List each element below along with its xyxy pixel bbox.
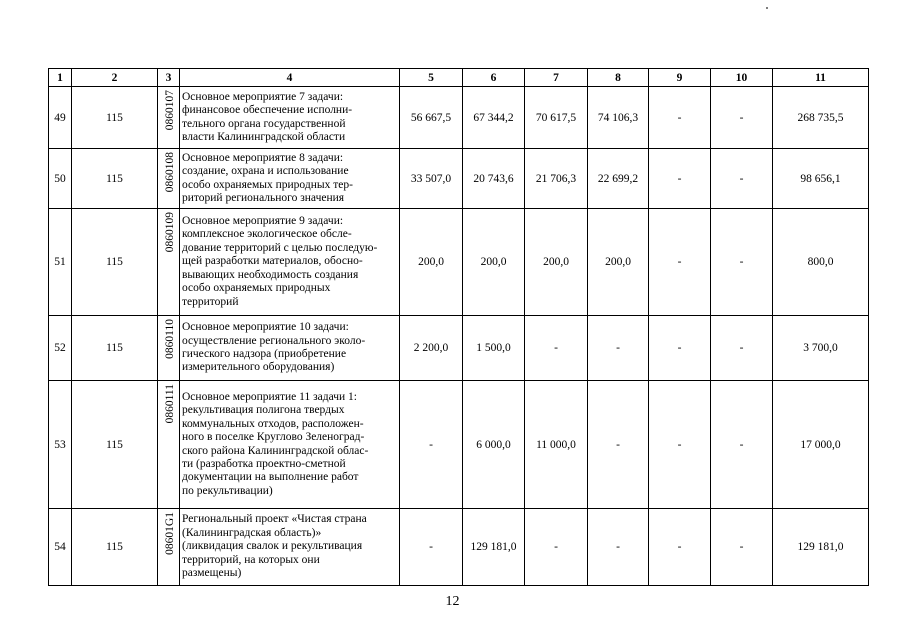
year-value: 74 106,3 (588, 87, 649, 149)
column-header: 7 (525, 69, 588, 87)
description-line: вывающих необходимость создания (182, 268, 359, 281)
classification-code: 0860107 (163, 90, 176, 131)
description-line: (ликвидация свалок и рекультивация (182, 540, 363, 553)
classification-code: 0860111 (163, 384, 176, 424)
description-line: ского района Калининградской облас- (182, 444, 369, 457)
row-number: 51 (49, 209, 72, 316)
year-value: - (711, 209, 773, 316)
row-number: 49 (49, 87, 72, 149)
classification-code: 0860110 (163, 319, 176, 359)
year-value: - (711, 316, 773, 381)
description-line: Основное мероприятие 9 задачи: (182, 215, 344, 228)
year-value: 21 706,3 (525, 149, 588, 209)
description-line: тельного органа государственной (182, 117, 346, 130)
budget-code: 115 (72, 87, 158, 149)
year-value: - (649, 87, 711, 149)
column-header: 1 (49, 69, 72, 87)
year-value: 70 617,5 (525, 87, 588, 149)
description-line: комплексное экологическое обсле- (182, 228, 352, 241)
header-row (49, 69, 869, 87)
budget-code: 115 (72, 316, 158, 381)
year-value: - (588, 509, 649, 586)
description-line: финансовое обеспечение исполни- (182, 104, 353, 117)
description-line: Основное мероприятие 11 задачи 1: (182, 390, 358, 403)
activity-description (180, 149, 400, 209)
total-value: 17 000,0 (773, 381, 869, 509)
classification-code-cell (158, 509, 180, 586)
description-line: создание, охрана и использование (182, 165, 349, 178)
column-header: 6 (463, 69, 525, 87)
total-value: 800,0 (773, 209, 869, 316)
year-value: - (400, 381, 463, 509)
description-line: гического надзора (приобретение (182, 348, 347, 360)
description-line: измерительного оборудования) (182, 361, 335, 374)
year-value: 200,0 (588, 209, 649, 316)
year-value: 67 344,2 (463, 87, 525, 149)
description-line: документации на выполнение работ (182, 471, 359, 484)
year-value: - (400, 509, 463, 586)
description-line: Основное мероприятие 10 задачи: (182, 321, 349, 334)
description-line: власти Калининградской области (182, 130, 346, 143)
description-line: территорий, на которых они (182, 553, 320, 566)
description-line: территорий (182, 295, 239, 308)
year-value: 1 500,0 (463, 316, 525, 381)
budget-code: 115 (72, 509, 158, 586)
year-value: - (649, 509, 711, 586)
description-line: щей разработки материалов, обосно- (182, 255, 363, 268)
page-mark (766, 7, 768, 9)
year-value: - (649, 149, 711, 209)
year-value: - (711, 381, 773, 509)
row-number: 54 (49, 509, 72, 586)
description-line: коммунальных отходов, расположен- (182, 417, 364, 430)
total-value: 98 656,1 (773, 149, 869, 209)
year-value: - (649, 316, 711, 381)
activity-description (180, 316, 400, 381)
activity-description (180, 509, 400, 586)
table-row (49, 87, 869, 149)
column-header: 11 (773, 69, 869, 87)
description-line: особо охраняемых природных тер- (182, 178, 353, 191)
column-header: 2 (72, 69, 158, 87)
activity-description (180, 381, 400, 509)
budget-table (48, 68, 869, 586)
table-row (49, 316, 869, 381)
description-line: ти (разработка проектно-сметной (182, 457, 346, 470)
classification-code-cell (158, 316, 180, 381)
year-value: 200,0 (525, 209, 588, 316)
description-line: Региональный проект «Чистая страна (182, 513, 367, 526)
column-header: 5 (400, 69, 463, 87)
year-value: 6 000,0 (463, 381, 525, 509)
classification-code: 0860108 (163, 152, 176, 193)
description-line: риторий регионального значения (182, 191, 345, 204)
year-value: - (711, 87, 773, 149)
column-header: 8 (588, 69, 649, 87)
description-line: размещены) (182, 567, 242, 580)
column-header: 3 (158, 69, 180, 87)
year-value: - (588, 381, 649, 509)
year-value: 2 200,0 (400, 316, 463, 381)
classification-code: 08601G1 (163, 512, 176, 555)
year-value: 20 743,6 (463, 149, 525, 209)
budget-code: 115 (72, 209, 158, 316)
year-value: - (649, 381, 711, 509)
column-header: 9 (649, 69, 711, 87)
total-value: 3 700,0 (773, 316, 869, 381)
table-row (49, 149, 869, 209)
year-value: 33 507,0 (400, 149, 463, 209)
budget-code: 115 (72, 381, 158, 509)
year-value: - (649, 209, 711, 316)
row-number: 52 (49, 316, 72, 381)
year-value: - (711, 149, 773, 209)
budget-code: 115 (72, 149, 158, 209)
page-number: 12 (445, 594, 460, 609)
year-value: - (588, 316, 649, 381)
description-line: по рекультивации) (182, 484, 273, 497)
total-value: 129 181,0 (773, 509, 869, 586)
year-value: 11 000,0 (525, 381, 588, 509)
year-value: 56 667,5 (400, 87, 463, 149)
row-number: 53 (49, 381, 72, 509)
year-value: 200,0 (400, 209, 463, 316)
table-row (49, 209, 869, 316)
description-line: особо охраняемых природных (182, 282, 331, 295)
table-row (49, 509, 869, 586)
year-value: - (525, 316, 588, 381)
activity-description (180, 87, 400, 149)
classification-code-cell (158, 149, 180, 209)
description-line: Основное мероприятие 8 задачи: (182, 151, 344, 164)
year-value: 200,0 (463, 209, 525, 316)
description-line: осуществление регионального эколо- (182, 334, 366, 347)
year-value: 129 181,0 (463, 509, 525, 586)
year-value: - (711, 509, 773, 586)
year-value: 22 699,2 (588, 149, 649, 209)
description-line: (Калининградская область)» (182, 526, 322, 539)
column-header: 10 (711, 69, 773, 87)
total-value: 268 735,5 (773, 87, 869, 149)
description-line: дование территорий с целью последую- (182, 241, 378, 254)
classification-code-cell (158, 87, 180, 149)
row-number: 50 (49, 149, 72, 209)
description-line: рекультивация полигона твердых (182, 404, 345, 417)
description-line: Основное мероприятие 7 задачи: (182, 90, 344, 103)
table-row (49, 381, 869, 509)
classification-code-cell (158, 381, 180, 509)
classification-code-cell (158, 209, 180, 316)
description-line: ного в поселке Круглово Зеленоград- (182, 431, 365, 444)
classification-code: 0860109 (163, 212, 176, 253)
year-value: - (525, 509, 588, 586)
activity-description (180, 209, 400, 316)
column-header: 4 (180, 69, 400, 87)
